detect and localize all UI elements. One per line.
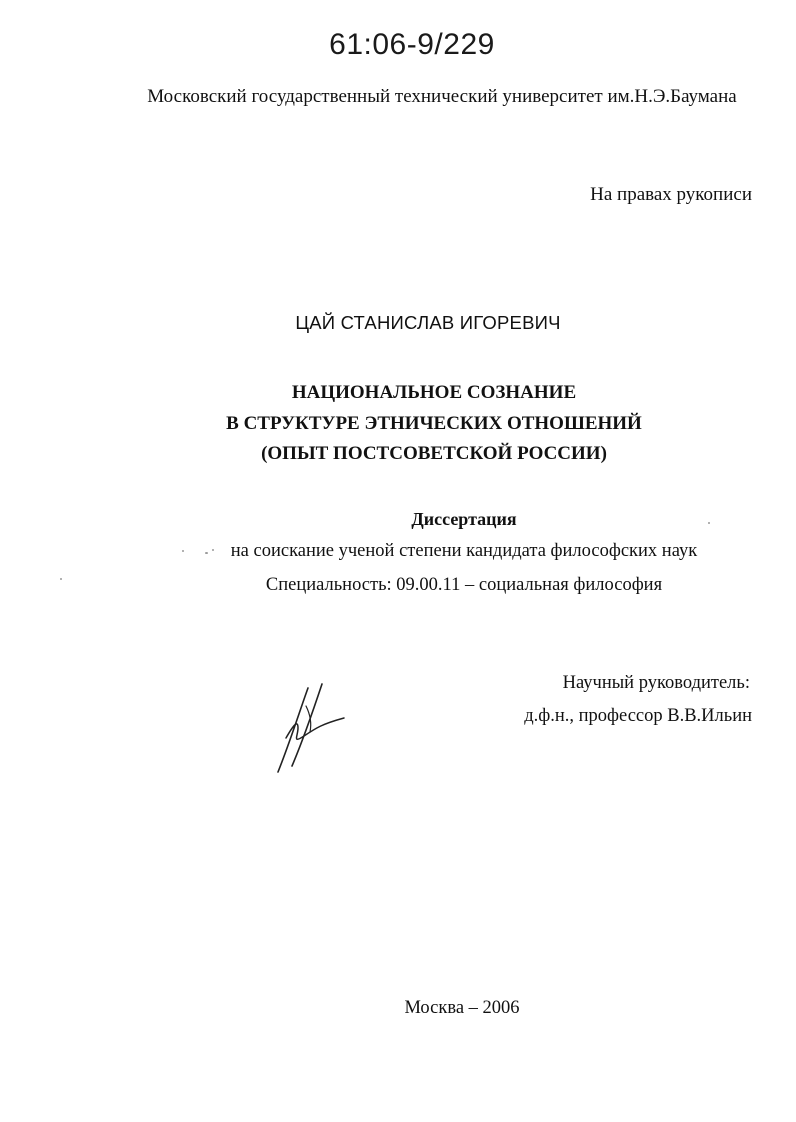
scan-speck xyxy=(708,522,710,524)
dissertation-label: Диссертация xyxy=(411,509,517,529)
scan-speck xyxy=(205,552,208,554)
title-line-2: В СТРУКТУРЕ ЭТНИЧЕСКИХ ОТНОШЕНИЙ xyxy=(226,412,642,434)
city-year: Москва – 2006 xyxy=(404,998,520,1018)
scan-speck xyxy=(60,578,62,580)
scan-speck xyxy=(212,549,214,551)
supervisor-label: Научный руководитель: xyxy=(562,673,750,693)
scan-speck xyxy=(182,550,184,552)
signature-icon xyxy=(268,680,358,780)
university-name: Московский государственный технический университет им.Н.Э.Баумана xyxy=(147,86,737,107)
dissertation-title xyxy=(36,378,796,470)
supervisor-name: д.ф.н., профессор В.В.Ильин xyxy=(524,706,752,726)
title-line-1: НАЦИОНАЛЬНОЕ СОЗНАНИЕ xyxy=(291,382,577,403)
rights-note: На правах рукописи xyxy=(590,184,752,205)
author-name: ЦАЙ СТАНИСЛАВ ИГОРЕВИЧ xyxy=(295,312,561,333)
specialty-line: Специальность: 09.00.11 – социальная философия xyxy=(265,575,663,595)
archive-number: 61:06-9/229 xyxy=(329,28,495,61)
title-line-3: (ОПЫТ ПОСТСОВЕТСКОЙ РОССИИ) xyxy=(261,443,607,464)
degree-line: на соискание ученой степени кандидата философских наук xyxy=(230,541,698,561)
